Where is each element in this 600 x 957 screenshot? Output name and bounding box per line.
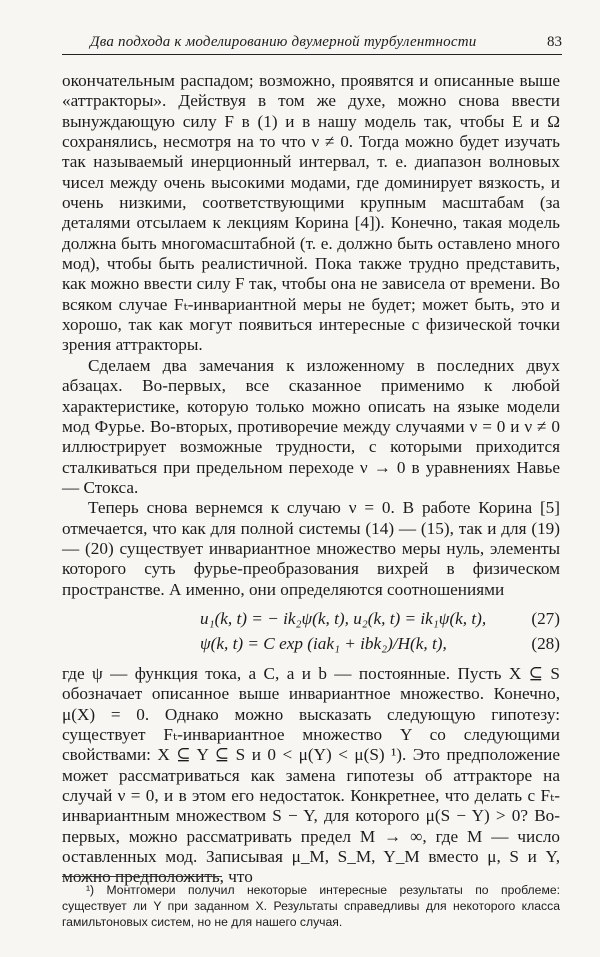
main-text: [62, 71, 560, 888]
page-header: [62, 28, 562, 55]
equation-number: (28): [531, 633, 560, 653]
paragraph: Сделаем два замечания к изложенному в последних двух абзацах. Во-первых, все сказанное применимо к любой характеристике, которую только можно описать на языке модели мод Фурье. Во-вторых, противоречие между случаями ν = 0 и ν ≠ 0 иллюстрирует возможные трудности, с которыми приходится сталкиваться при предельном переходе ν → 0 в уравнениях Навье — Стокса.: [62, 355, 560, 497]
paragraph: Теперь снова вернемся к случаю ν = 0. В работе Корина [5] отмечается, что как для полной системы (14) — (15), так и для (19) — (20) существует инвариантное множество меры нуль, элементы которого суть фурье-преобразования вихрей в физическом пространстве. А именно, они определяются соотношениями: [62, 498, 560, 599]
equation-27: [62, 606, 560, 631]
paragraph: окончательным распадом; возможно, проявятся и описанные выше «аттракторы». Действуя в том же духе, можно снова ввести вынуждающую силу F в (1) и в нашу модель так, чтобы E и Ω сохранялись, несмотря на то что ν ≠ 0. Тогда можно будет изучать так называемый инерционный интервал, т. е. диапазон волновых чисел между очень высокими модами, где доминирует вязкость, и очень низкими, соответствующими крупным масштабам (за деталями отсылаем к лекциям Корина [4]). Конечно, такая модель должна быть многомасштабной (т. е. должно быть оставлено много мод), чтобы быть реалистичной. Пока также трудно представить, как можно ввести силу F так, чтобы она не зависела от времени. Во всяком случае Fₜ-инвариантной меры не будет; может быть, это и хорошо, так как могут появиться интересные с физической точки зрения аттракторы.: [62, 71, 560, 355]
paragraph: где ψ — функция тока, а C, a и b — постоянные. Пусть X ⊆ S обозначает описанное выше инвариантное множество. Конечно, μ(X) = 0. Однако можно высказать следующую гипотезу: существует Fₜ-инвариантное множество Y со следующими свойствами: X ⊆ Y ⊆ S и 0 < μ(Y) < μ(S) ¹). Это предположение может рассматриваться как замена гипотезы об аттракторе на случай ν = 0, и в этом его недостаток. Конкретнее, что делать с Fₜ-инвариантным множеством S − Y, для которого μ(S − Y) > 0? Во-первых, можно рассматривать предел M → ∞, где M — число оставленных мод. Записывая μ_M, S_M, Y_M вместо μ, S и Y, можно предположить, что: [62, 663, 560, 887]
footnote-rule: [62, 876, 222, 877]
footnote: [62, 882, 560, 930]
running-title: Два подхода к моделированию двумерной турбулентности: [90, 34, 477, 50]
equation-number: (27): [531, 608, 560, 628]
equation-28: [62, 631, 560, 656]
equation-expression: ψ(k, t) = C exp (iak₁ + ibk₂)/H(k, t),: [200, 633, 447, 653]
footnote-text: ¹) Монтгомери получил некоторые интересные результаты по проблеме: существует ли Y при заданном X. Результаты справедливы для некоторого класса гамильтоновых систем, но не для нашего случая.: [62, 883, 560, 929]
equation-expression: u₁(k, t) = − ik₂ψ(k, t), u₂(k, t) = ik₁ψ(k, t),: [200, 608, 487, 628]
page-number: 83: [547, 34, 562, 50]
